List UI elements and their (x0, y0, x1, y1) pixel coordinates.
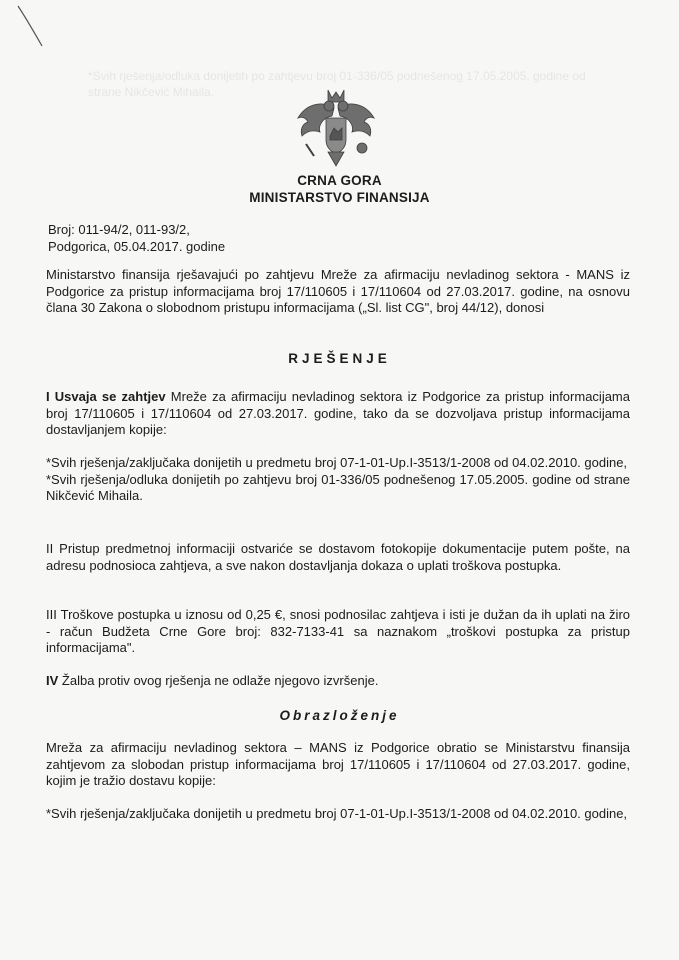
bleed-through-line: *Svih rješenja/odluka donijetih po zahtjevu broj 01-336/05 podnešenog 17.05.2005. godine od strane Nikčević Mihaila. (88, 69, 586, 99)
reference-block (48, 221, 225, 255)
item-iii-text: Troškove postupka u iznosu od 0,25 €, snosi podnosilac zahtjeva i isti je dužan da ih uplati na žiro - račun Budžeta Crne Gore broj: 832-7133-41 sa naznakom „troškovi postupka za pristup informacijama". (46, 607, 630, 655)
explanation-paragraph: Mreža za afirmaciju nevladinog sektora – MANS iz Podgorice obratio se Ministarstvu finansija zahtjevom za slobodan pristup informacijama broj 17/110605 i 17/110604 od 27.03.2017. godine, kojim je tražio dostavu kopije: (46, 740, 630, 788)
explanation-bullet-1: *Svih rješenja/zaključaka donijetih u predmetu broj 07-1-01-Up.I-3513/1-2008 od 04.02.2010. godine, (46, 806, 628, 821)
document-header (0, 172, 679, 206)
item-ii-label: II (46, 541, 54, 556)
item-i-label: I Usvaja se zahtjev (46, 389, 166, 404)
intro-paragraph: Ministarstvo finansija rješavajući po zahtjevu Mreže za afirmaciju nevladinog sektora - MANS iz Podgorice za pristup informacijama broj 17/110605 i 17/110604 od 27.03.2017. godine, na osnovu člana 30 Zakona o slobodnom pristupu informacijama („Sl. list CG", broj 44/12), donosi (46, 267, 630, 315)
item-i-text: Mreže za afirmaciju nevladinog sektora iz Podgorice za pristup informacijama broj 17/110605 i 17/110604 od 27.03.2017. godine, tako da se dozvoljava pristup informacijama dostavljanjem kopije: (46, 389, 630, 437)
item-ii-text: Pristup predmetnoj informaciji ostvariće se dostavom fotokopije dokumentacije putem pošte, na adresu podnosioca zahtjeva, a sve nakon dostavljanja dokaza o uplati troškova postupka. (46, 541, 630, 573)
item-iv-label: IV (46, 673, 59, 688)
item-iii-label: III (46, 607, 57, 622)
pen-mark-icon (14, 2, 48, 52)
item-i-bullet-1: *Svih rješenja/zaključaka donijetih u predmetu broj 07-1-01-Up.I-3513/1-2008 od 04.02.2010. godine, (46, 455, 628, 470)
item-i-bullets (46, 455, 630, 505)
item-iii-paragraph (46, 607, 630, 657)
place-date: Podgorica, 05.04.2017. godine (48, 239, 226, 254)
item-iv-text: Žalba protiv ovog rješenja ne odlaže njegovo izvršenje. (58, 673, 379, 688)
ministry-name: MINISTARSTVO FINANSIJA (249, 190, 430, 205)
reference-number: Broj: 011-94/2, 011-93/2, (48, 222, 190, 237)
explanation-title: Obrazloženje (279, 708, 400, 723)
decision-title: RJEŠENJE (288, 351, 391, 366)
coat-of-arms-icon (292, 86, 380, 172)
item-i-paragraph (46, 389, 630, 439)
item-i-bullet-2: *Svih rješenja/odluka donijetih po zahtjevu broj 01-336/05 podnešenog 17.05.2005. godine od strane Nikčević Mihaila. (46, 471, 630, 503)
country-name: CRNA GORA (297, 173, 382, 188)
item-iv-paragraph (46, 673, 630, 690)
item-ii-paragraph (46, 541, 630, 574)
